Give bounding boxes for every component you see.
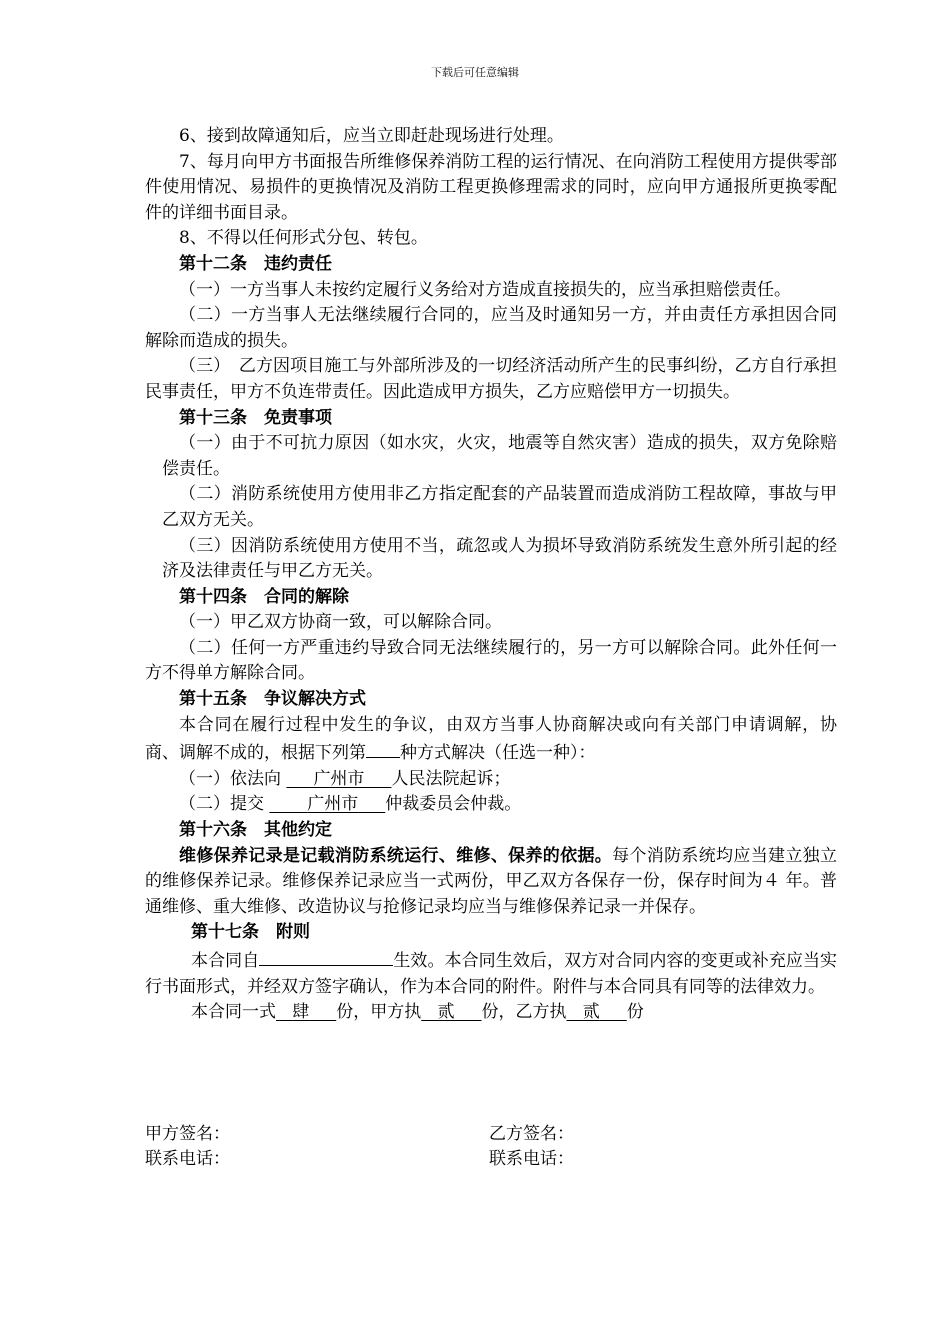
clause-item-8: 8、不得以任何形式分包、转包。 [179,228,428,249]
article-17-text-b: 生效。本合同生效后，双方对合同内容的变更或补充应当实行书面形式，并经双方签字确认，作为本合同的附件。附件与本合同具有同等的法律效力。 [145,951,838,997]
copies-party-b-text: 贰 [582,1002,600,1023]
article-14-title: 第十四条 合同的解除 [179,586,349,607]
article-16-body: 每个消防系统均应当建立独立的维修保养记录。维修保养记录应当一式两份，甲乙双方各保存一份，保存时间为４ 年。普通维修、重大维修、改造协议与抢修记录均应当与维修保养记录一并保存。 [145,845,838,917]
article-13-title: 第十三条 免责事项 [179,407,332,428]
article-15-option-1 [145,767,837,793]
article-15-option-2 [145,792,837,818]
article-13-para-1: （一）由于不可抗力原因（如水灾，火灾，地震等自然灾害）造成的损失，双方免除赔偿责任。 [162,433,837,479]
party-a-signature-label: 甲方签名： [145,1124,230,1144]
article-12-para-1: （一）一方当事人未按约定履行义务给对方造成直接损失的，应当承担赔偿责任。 [179,279,791,300]
copies-text-d: 份 [626,1002,644,1023]
option-2-prefix: （二）提交 [179,794,264,815]
option-1-court-city-text: 广州市 [313,768,365,789]
article-14-para-1: （一）甲乙双方协商一致，可以解除合同。 [179,612,502,633]
party-a-phone-label: 联系电话： [145,1149,230,1169]
clause-item-7: 7、每月向甲方书面报告所维修保养消防工程的运行情况、在向消防工程使用方提供零部件使用情况、易损件的更换情况及消防工程更换修理需求的同时，应向甲方通报所更换零配件的详细书面目录。 [145,151,837,223]
copies-text-b: 份，甲方执 [336,1002,422,1023]
article-15-para-1-text-a: 本合同在履行过程中发生的争议，由双方当事人协商解决或向有关部门申请调解，协商、调解不成的，根据下列第 [145,714,837,764]
option-1-court-city [286,769,391,789]
option-1-prefix: （一）依法向 [179,768,281,789]
clause-item-6: 6、接到故障通知后，应当立即赶赴现场进行处理。 [179,126,564,146]
contract-body [145,124,837,1026]
article-16-para-1 [145,844,837,921]
article-15-para-1 [145,713,837,767]
article-12-para-3: （三） 乙方因项目施工与外部所涉及的一切经济活动所产生的民事纠纷，乙方自行承担民事责任，甲方不负连带责任。因此造成甲方损失，乙方应赔偿甲方一切损失。 [145,356,837,402]
option-1-suffix: 人民法院起诉； [391,768,511,789]
option-2-suffix: 仲裁委员会仲裁。 [385,794,522,815]
signature-row [145,1122,837,1147]
article-16-title: 第十六条 其他约定 [179,820,332,841]
effective-date-blank [259,946,393,966]
article-12-para-2: （二）一方当事人无法继续履行合同的，应当及时通知另一方，并由责任方承担因合同解除而造成的损失。 [145,305,837,351]
article-17-text-a: 本合同自 [191,951,260,971]
article-12-title: 第十二条 违约责任 [179,253,332,274]
party-b-signature-label: 乙方签名： [489,1124,574,1144]
article-15-para-1-text-b: 种方式解决（任选一种）： [400,743,596,764]
copies-total [276,1002,336,1022]
party-b-phone-label: 联系电话： [489,1149,574,1169]
copies-text-c: 份，乙方执 [481,1002,567,1023]
article-17-title: 第十七条 附则 [191,922,310,943]
article-14-para-2: （二）任何一方严重违约导致合同无法继续履行的，另一方可以解除合同。此外任何一方不得单方解除合同。 [145,637,837,684]
phone-row [145,1147,837,1172]
copies-party-a [421,1002,481,1022]
article-17-para-1 [145,946,837,1000]
option-2-arbitration-city [269,794,385,814]
article-15-title: 第十五条 争议解决方式 [179,689,366,710]
copies-total-text: 肆 [292,1002,310,1023]
copies-party-b [567,1002,627,1022]
signature-block [145,1122,837,1172]
article-13-para-2: （二）消防系统使用方使用非乙方指定配套的产品装置而造成消防工程故障，事故与甲乙双方无关。 [162,484,837,530]
article-13-para-3: （三）因消防系统使用方使用不当，疏忽或人为损坏导致消防系统发生意外所引起的经济及法律责任与甲乙方无关。 [162,535,837,582]
copies-party-a-text: 贰 [437,1002,455,1023]
copies-text-a: 本合同一式 [191,1002,276,1023]
page-header-note: 下载后可任意编辑 [431,66,519,79]
dispute-method-blank [366,738,400,758]
contract-copies-line [145,1000,837,1026]
option-2-arbitration-city-text: 广州市 [307,794,359,815]
article-16-lead-sentence: 维修保养记录是记载消防系统运行、维修、保养的依据。 [179,845,613,866]
